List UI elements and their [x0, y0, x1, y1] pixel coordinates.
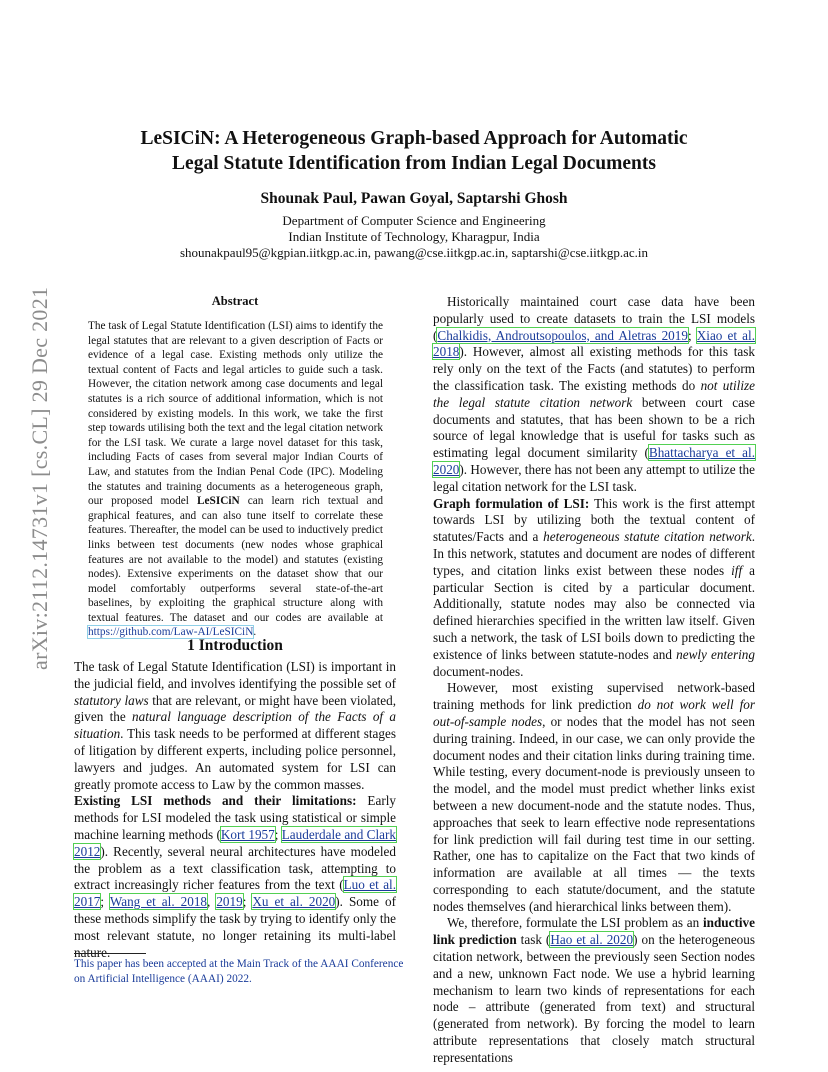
affiliation-institute: Indian Institute of Technology, Kharagpur, India — [288, 229, 540, 244]
text-run: ). Some of these methods simplify the task by trying to identify only the most relevant statute, no longer retaining its multi-label nature. — [74, 894, 397, 960]
abstract-text — [88, 319, 383, 640]
citation-link[interactable]: Bhattacharya et al. 2020 — [433, 445, 755, 477]
text-run: We, therefore, formulate the LSI problem as an — [447, 915, 703, 931]
abstract-heading: Abstract — [211, 294, 259, 308]
code-repository-link[interactable]: https://github.com/Law-AI/LeSICiN — [88, 626, 254, 639]
text-run: . In this network, statutes and document are nodes of different types, and citation links exist between these nodes — [433, 529, 756, 578]
text-run: ). However, almost all existing methods for this task rely only on the text of the Facts (and statutes) to perform the classification task. The existing methods do — [433, 344, 755, 393]
affiliation-block — [90, 213, 738, 261]
emphasis: not utilize the legal statute citation network — [433, 377, 755, 410]
text-run: between court case documents and statutes, that has been shown to be a rich source of legal knowledge that is useful for tasks such as estimating legal document similarity ( — [433, 394, 756, 461]
text-run: ) on the heterogeneous citation network, between the previously seen Section nodes and a new, unknown Fact node. We use a hybrid learning mechanism to learn two kinds of representations for each node – attribute (generated from text) and structural (generated from network). By forcing the model to learn attribute representations that closely match structural representations — [433, 932, 755, 1065]
text-run: Early methods for LSI modeled the task using statistical or simple machine learning methods ( — [74, 793, 396, 842]
strong-term: inductive link prediction — [433, 915, 755, 948]
citation-link[interactable]: Lauderdale and Clark 2012 — [74, 826, 396, 859]
citation-link[interactable]: Xiao et al. 2018 — [433, 327, 755, 360]
title-line-2: Legal Statute Identification from Indian Legal Documents — [172, 153, 656, 174]
emphasis: iff — [731, 562, 743, 578]
intro-paragraph-2 — [74, 793, 396, 961]
paragraph-run-in-heading: Graph formulation of LSI: — [433, 495, 590, 511]
text-run: ; — [687, 327, 697, 343]
text-run: that are relevant, or might have been violated, given the — [74, 692, 397, 725]
right-paragraph-3 — [433, 680, 755, 915]
text-run: This work is the first attempt towards LSI by utilizing both the textual content of statutes/Facts and a — [433, 495, 755, 545]
text-run: a particular Section is cited by a particular document. Additionally, statute nodes may also be connected via defined hierarchies specified in the written law itself. Given such a network, the task of LSI boils down to predicting the existence of links between statute-nodes and — [433, 562, 756, 662]
citation-link[interactable]: Chalkidis, Androutsopoulos, and Aletras 2019 — [437, 327, 688, 343]
citation-link[interactable]: 2019 — [216, 894, 243, 910]
arxiv-watermark: arXiv:2112.14731v1 [cs.CL] 29 Dec 2021 — [27, 286, 52, 670]
emphasis: heterogeneous statute citation network — [543, 529, 752, 545]
abstract-text-part-1: The task of Legal Statute Identification (LSI) aims to identify the legal statutes that are relevant to a given description of Facts or evidence of a legal case. Existing methods only utilize the textual content of Facts and legal articles to guide such a task. However, the citation network among case documents and legal statutes is a rich source of additional information, which is not considered by existing models. In this work, we take the first step towards utilising both the text and the legal citation network for the LSI task. We curate a large novel dataset for this task, including Facts of cases from several major Indian Courts of Law, and statutes from the Indian Penal Code (IPC). Modeling the statutes and training documents as a heterogeneous graph, our proposed model — [88, 320, 383, 508]
paragraph-run-in-heading: Existing LSI methods and their limitations: — [74, 793, 357, 809]
footnote-text: This paper has been accepted at the Main Track of the AAAI Conference on Artificial Intelligence (AAAI) 2022. — [74, 958, 404, 985]
section-heading-introduction: 1 Introduction — [187, 637, 283, 654]
text-run: document-nodes. — [433, 663, 524, 679]
citation-link[interactable]: Kort 1957 — [220, 826, 275, 842]
text-run: ). However, there has not been any attempt to utilize the legal citation network for the LSI task. — [433, 461, 755, 494]
emphasis: natural language description of the Facts of a situation — [74, 709, 396, 742]
text-run: , or nodes that the model has not seen during training. Indeed, in our case, we can only provide the document nodes and their citation links during training time. While testing, every document-node is previously unseen to the model, and the model must predict whether links exist between a new document-node and the statute nodes. Thus, approaches that seek to learn effective node representations for link prediction will fail during test time in our setting. Rather, one has to capitalize on the Fact that two kinds of information are available at all times — the texts corresponding to each statute/document, and the statute nodes themselves (and hierarchical links between them). — [433, 713, 755, 914]
text-run: However, most existing supervised network-based training methods for link prediction — [433, 680, 755, 713]
emphasis: do not work well for out-of-sample nodes — [433, 697, 755, 729]
title-line-1: LeSICiN: A Heterogeneous Graph-based Approach for Automatic — [140, 128, 688, 149]
introduction-body — [74, 659, 396, 961]
affiliation-department: Department of Computer Science and Engineering — [282, 213, 546, 228]
emphasis: statutory laws — [74, 692, 149, 708]
author-emails: shounakpaul95@kgpian.iitkgp.ac.in, pawang@cse.iitkgp.ac.in, saptarshi@cse.iitkgp.ac.in — [179, 245, 649, 260]
text-run: ; — [274, 826, 282, 842]
citation-link[interactable]: Hao et al. 2020 — [550, 932, 634, 948]
right-column-body — [433, 294, 755, 1067]
text-run: . This task needs to be performed at different stages of litigation by different experts, including police personnel, lawyers and judges. An automated system for LSI can greatly promote access to Law by the common masses. — [74, 726, 396, 792]
text-run: ). Recently, several neural architectures have modeled the problem as a text classification task, attempting to extract increasingly richer features from the text ( — [74, 843, 396, 893]
author-list: Shounak Paul, Pawan Goyal, Saptarshi Ghosh — [260, 190, 568, 207]
right-paragraph-2 — [433, 496, 755, 681]
paper-title — [90, 126, 738, 176]
footnote-divider — [74, 953, 146, 954]
citation-link[interactable]: Luo et al. 2017 — [74, 877, 397, 910]
emphasis: newly entering — [676, 646, 755, 662]
right-paragraph-1 — [433, 294, 755, 496]
text-run: , — [207, 894, 217, 910]
right-paragraph-4 — [433, 915, 755, 1066]
text-run: task ( — [516, 932, 551, 948]
text-run: ; — [100, 894, 110, 910]
abstract-text-part-2: can learn rich textual and graphical features, and can also tune itself to correlate these features. Thereafter, the model can be used to inductively predict links between test documents (new nodes whose graphical features are not available to the model) and statutes (existing nodes). Extensive experiments on the dataset show that our model comfortably outperforms several state-of-the-art baselines, by exploiting the graphical structure along with textual features. The dataset and our codes are available at — [88, 495, 383, 624]
text-run: Historically maintained court case data have been popularly used to create datasets to train the LSI models ( — [433, 294, 755, 343]
citation-link[interactable]: Xu et al. 2020 — [252, 894, 336, 910]
intro-paragraph-1 — [74, 659, 396, 793]
model-name: LeSICiN — [196, 495, 240, 508]
abstract-text-end: . — [253, 626, 257, 639]
text-run: ; — [242, 894, 253, 910]
text-run: The task of Legal Statute Identification (LSI) is important in the judicial field, and involves identifying the possible set of — [74, 659, 396, 691]
citation-link[interactable]: Wang et al. 2018 — [109, 894, 208, 910]
